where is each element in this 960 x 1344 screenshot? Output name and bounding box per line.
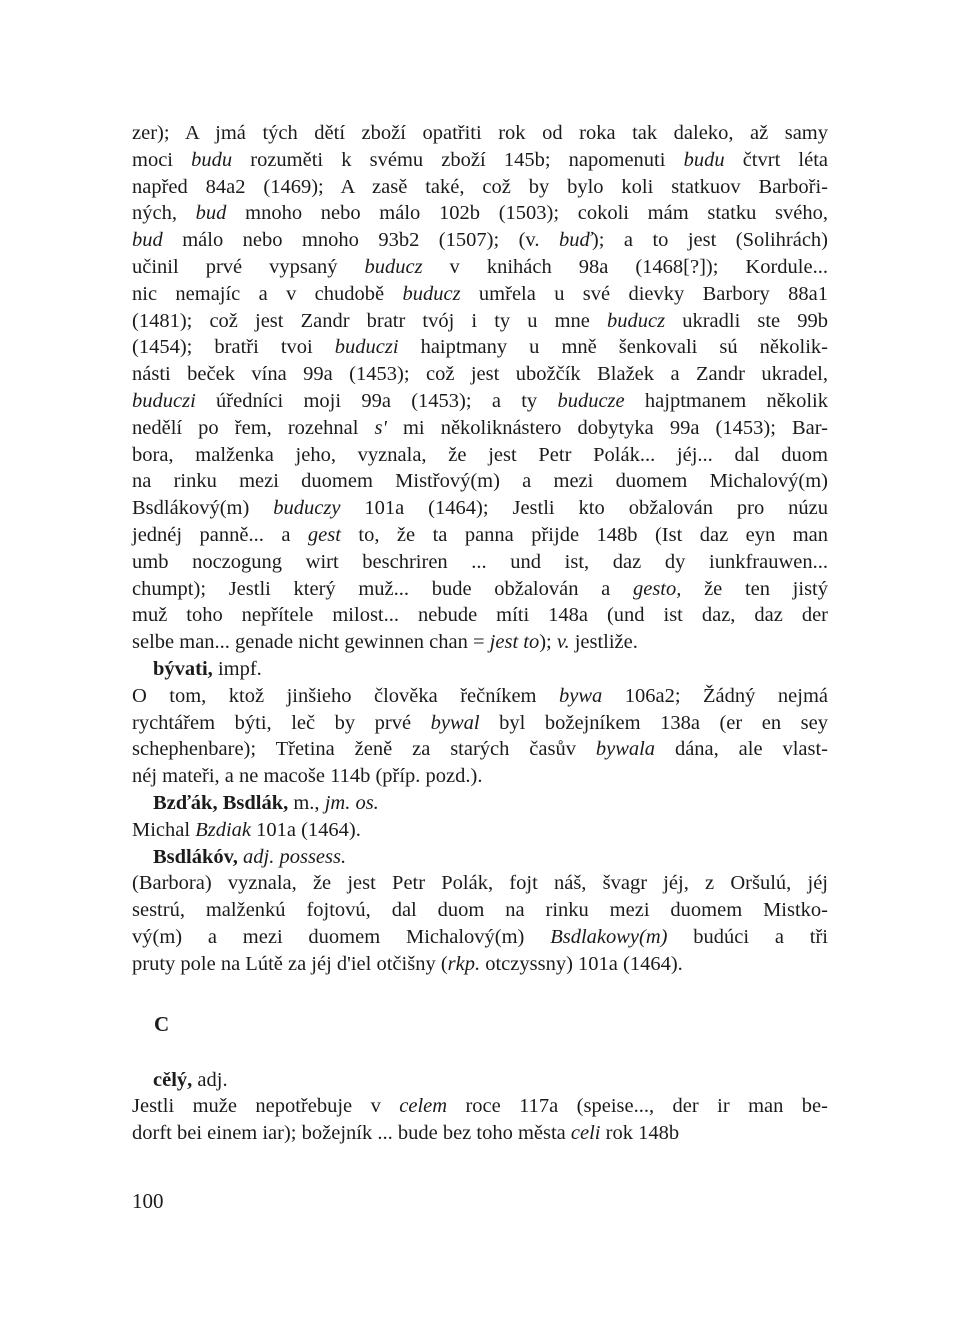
italic-form: Bsdlakowy(m) [550,925,668,948]
text-line: (1454); bratři tvoi buduczi haiptmany u mně šenkovali sú několik- [132,336,828,359]
italic-form: s' [374,416,387,439]
text-line: nedělí po řem, rozehnal s' mi několiknástero dobytyka 99a (1453); Bar- [132,416,829,439]
text-line: ných, bud mnoho nebo málo 102b (1503); cokoli mám statku svého, [132,202,828,225]
italic-form: jest to [489,631,540,654]
text-line: néj mateři, a ne macoše 114b (příp. pozd.). [132,765,483,788]
italic-form: budu [683,148,725,171]
italic-form: bywal [430,711,480,734]
text-line: vý(m) a mezi duomem Michalový(m) Bsdlakowy(m) budúci a tři [132,925,828,948]
text-line: pruty pole na Lútě za jéj d'iel otčišny (rkp. otczyssny) 101a (1464). [132,952,683,975]
italic-form: buducz [364,255,423,278]
dictionary-page [132,120,828,1147]
text-line: buduczi úředníci moji 99a (1453); a ty buducze hajptmanem několik [132,389,828,412]
headword: cělý, [153,1068,193,1091]
text-line: násti beček vína 99a (1453); což jest ubožčík Blažek a Zandr ukradel, [132,363,828,386]
italic-form: buduczi [334,336,399,359]
text-line: (Barbora) vyznala, že jest Petr Polák, fojt náš, švagr jéj, z Oršulú, jéj [132,872,828,895]
text-line: na rinku mezi duomem Mistřový(m) a mezi duomem Michalový(m) [132,470,828,493]
grammar-note-italic: jm. os. [324,791,379,814]
text-line: zer); A jmá tých dětí zboží opatřiti rok od roka tak daleko, až samy [132,122,828,144]
italic-form: gesto, [632,577,682,600]
entry-byvati [132,656,828,790]
text-line: selbe man... genade nicht gewinnen chan = jest to); v. jestliže. [132,631,638,654]
headword: Bzďák, Bsdlák, [153,791,289,814]
entry-bzdak [132,790,828,844]
italic-form: buď [558,229,592,252]
headword-line [132,1067,828,1094]
italic-form: buduczy [273,497,341,520]
grammar-note: m., [288,791,325,814]
text-line: muž toho nepřítele milost... nebude míti 148a (und ist daz, daz der [132,604,828,627]
entry-cely [132,1067,828,1147]
italic-form: buducz [402,282,461,305]
italic-form: gest [307,523,341,546]
italic-form: v. [556,631,570,654]
italic-form: bud [195,202,227,225]
italic-form: bud [132,229,163,252]
text-line: napřed 84a2 (1469); A zasě také, což by bylo koli statkuov Barboři- [132,175,828,198]
italic-form: rkp. [447,952,481,975]
italic-form: celi [570,1122,601,1145]
text-line: (1481); což jest Zandr bratr tvój i ty u mne buducz ukradli ste 99b [132,309,828,332]
text-line: bud málo nebo mnoho 93b2 (1507); (v. buď); a to jest (Solihrách) [132,229,828,252]
text-line: sestrú, malženkú fojtovú, dal duom na rinku mezi duomem Mistko- [132,899,828,922]
italic-form: bywala [595,738,656,761]
italic-form: buduczi [132,389,196,412]
text-line: rychtářem býti, leč by prvé bywal byl božejníkem 138a (er en sey [132,711,828,734]
grammar-note: impf. [212,657,262,680]
text-line: bora, malženka jeho, vyznala, že jest Petr Polák... jéj... dal duom [132,443,828,466]
italic-form: budu [191,148,233,171]
section-letter: C [154,1011,170,1036]
italic-form: bywa [558,684,603,707]
text-line: Bsdlákový(m) buduczy 101a (1464); Jestli kto obžalován pro núzu [132,497,829,520]
text-line: učinil prvé vypsaný buducz v knihách 98a (1468[?]); Kordule... [132,255,828,278]
headword-line [132,844,828,871]
italic-form: buducze [557,389,625,412]
entry-bsdlakov [132,844,828,978]
text-line: nic nemajíc a v chudobě buducz umřela u své dievky Barbory 88a1 [132,282,829,305]
text-line: moci budu rozuměti k svému zboží 145b; napomenuti budu čtvrt léta [132,148,828,171]
text-line: Michal Bzdiak 101a (1464). [132,818,361,841]
entry-body [132,1093,828,1147]
headword: bývati, [153,657,213,680]
text-line: umb noczogung wirt beschriren ... und ist, daz dy iunkfrauwen... [132,550,828,573]
entry-body [132,817,828,844]
page-number: 100 [132,1189,164,1213]
italic-form: Bzdiak [195,818,251,841]
headword: Bsdlákóv, [153,845,238,868]
text-line: dorft bei einem iar); božejník ... bude bez toho města celi rok 148b [132,1122,680,1145]
grammar-note: adj. [192,1068,228,1091]
entry-body [132,870,828,977]
text-line: schephenbare); Třetina ženě za starých časův bywala dána, ale vlast- [132,738,828,761]
italic-form: buducz [607,309,666,332]
italic-form: celem [399,1095,448,1118]
text-line: chumpt); Jestli který muž... bude obžalován a gesto, že ten jistý [132,577,828,600]
entry-continuation [132,120,828,656]
text-line: O tom, ktož jinšieho člověka řečníkem bywa 106a2; Žádný nejmá [132,684,828,707]
headword-line [132,790,828,817]
entry-body [132,683,828,790]
text-line: Jestli muže nepotřebuje v celem roce 117a (speise..., der ir man be- [132,1095,828,1118]
text-line: jednéj panně... a gest to, že ta panna přijde 148b (Ist daz eyn man [132,523,828,546]
grammar-note-italic: adj. possess. [237,845,347,868]
headword-line [132,656,828,683]
